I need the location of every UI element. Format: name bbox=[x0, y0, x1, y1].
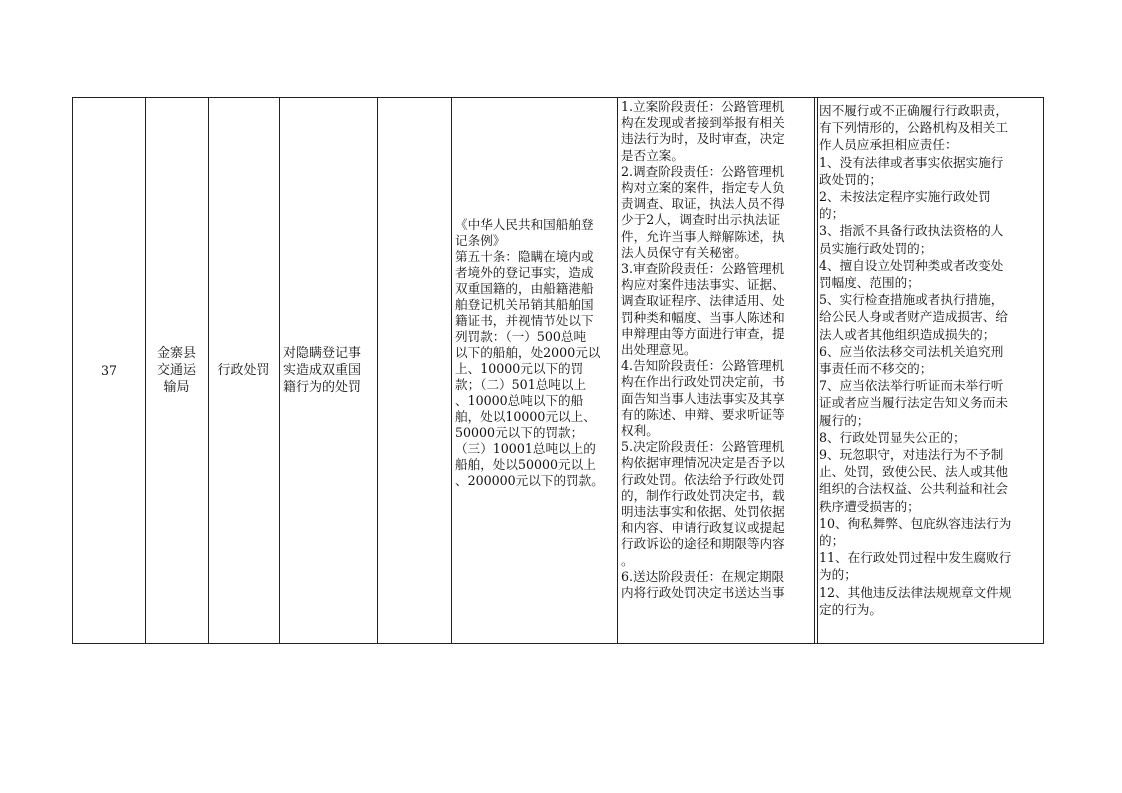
row-number: 37 bbox=[100, 362, 118, 378]
department-cell bbox=[145, 98, 208, 643]
legal-basis-cell bbox=[451, 98, 617, 643]
permission-table bbox=[72, 97, 1044, 644]
sub-item-cell bbox=[377, 98, 451, 643]
responsibility-text: 1.立案阶段责任：公路管理机 构在发现或者接到举报有相关 违法行为时，及时审查，决定 是否立案。 2.调查阶段责任：公路管理机 构对立案的案件，指定专人负 责调查、取证，执法人员不得 少于2人，调查时出示执法证 件，允许当事人辩解陈述，执 法人员保守有关秘密。 3.审查阶段责任：公路管理机 构应对案件违法事实、证据、 调查取证程序、法律适用、处 罚种类和幅度、当事人陈述和 申辩理由等方面进行审查，提 出处理意见。 4.告知阶段责任：公路管理机 构在作出行政处罚决定前，书 面告知当事人违法事实及其享 有的陈述、申辩、要求听证等 权利。 5.决定阶段责任：公路管理机 构依据审理情况决定是否予以 行政处罚。依法给予行政处罚 的，制作行政处罚决定书，载 明违法事实和依据、处罚依据 和内容、申请行政复议或提起 行政诉讼的途径和期限等内容 。 6.送达阶段责任：在规定期限 内将行政处罚决定书送达当事 bbox=[621, 99, 785, 601]
accountability-text: 因不履行或不正确履行行政职责， 有下列情形的，公路机构及相关工 作人员应承担相应责任： 1、没有法律或者事实依据实施行 政处罚的； 2、未按法定程序实施行政处罚 的； 3、指派不具备行政执法资格的人 员实施行政处罚的； 4、擅自设立处罚种类或者改变处 罚幅度、范围的； 5、实行检查措施或者执行措施， 给公民人身或者财产造成损害、给 法人或者其他组织造成损失的； 6、应当依法移交司法机关追究刑 事责任而不移交的； 7、应当依法举行听证而未举行听 证或者应当履行法定告知义务而未 履行的； 8、行政处罚显失公正的； 9、玩忽职守，对违法行为不予制 止、处罚，致使公民、法人或其他 组织的合法权益、公共利益和社会 秩序遭受损害的； 10、徇私舞弊、包庇纵容违法行为 的； 11、在行政处罚过程中发生腐败行 为的； 12、其他违反法律法规规章文件规 定的行为。 bbox=[819, 103, 1012, 617]
department-name: 金寨县 交通运 输局 bbox=[156, 346, 196, 395]
legal-basis-text: 《中华人民共和国船舶登 记条例》 第五十条：隐瞒在境内或 者境外的登记事实，造成 双重国籍的，由船籍港船 舶登记机关吊销其船舶国 籍证书，并视情节处以下 列罚款：（一）500总吨 以下的船舶，处2000元以 上、10000元以下的罚 款；（二）501总吨以上 、10000总吨以下的船 舶，处以10000元以上、 50000元以下的罚款； （三）10001总吨以上的 船舶，处以50000元以上 、200000元以下的罚款。 bbox=[455, 217, 604, 488]
power-category: 行政处罚 bbox=[217, 362, 270, 378]
accountability-cell bbox=[817, 98, 1045, 643]
row-number-cell bbox=[73, 98, 145, 643]
item-name-cell bbox=[279, 98, 377, 643]
responsibility-cell bbox=[617, 98, 814, 643]
column-divider bbox=[814, 98, 815, 643]
item-name: 对隐瞒登记事 实造成双重国 籍行为的处罚 bbox=[283, 346, 362, 395]
category-cell bbox=[208, 98, 279, 643]
